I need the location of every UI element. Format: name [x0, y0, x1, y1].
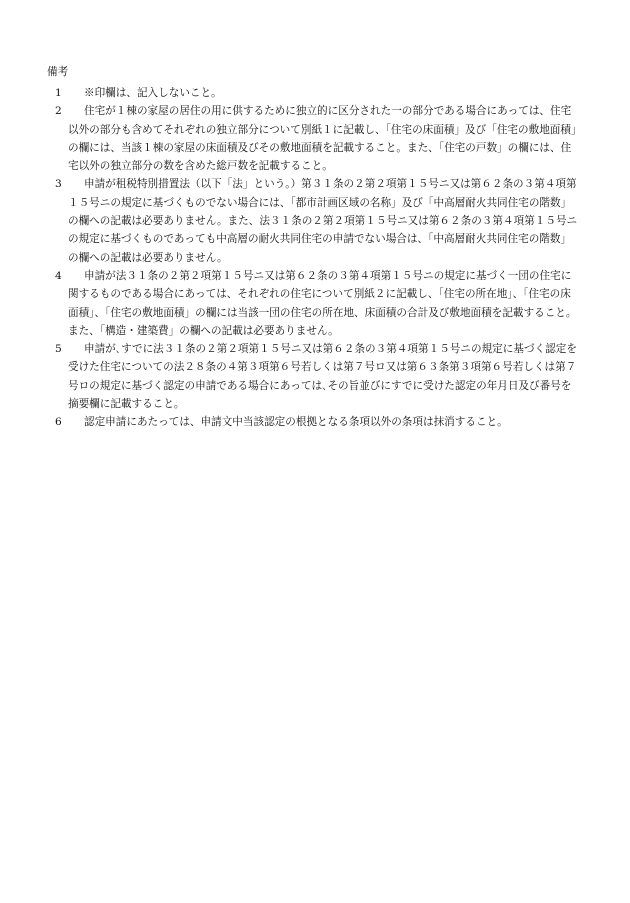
remark-number: 4 — [55, 269, 62, 282]
remark-item-2 — [55, 102, 581, 175]
remark-number: 2 — [55, 105, 62, 118]
remark-text: 申請が租税特別措置法（以下「法」という。）第３１条の２第２項第１５号ニ又は第６２条の３第４項第１５号ニの規定に基づくものでない場合には、「都市計画区域の名称」及び「中高層耐火共同住宅の階数」の欄への記載は必要ありません。また、法３１条の２第２項第１５号ニ又は第６２条の３第４項第１５号ニの規定に基づくものであっても中高層の耐火共同住宅の申請でない場合は、「中高層耐火共同住宅の階数」の欄への記載は必要ありません。 — [68, 178, 578, 264]
remark-number: 3 — [55, 178, 62, 191]
remark-item-4 — [55, 267, 581, 340]
remark-text: 申請が法３１条の２第２項第１５号ニ又は第６２条の３第４項第１５号ニの規定に基づく一団の住宅に関するものである場合にあっては、それぞれの住宅について別紙２に記載し、「住宅の所在地」、「住宅の床面積」、「住宅の敷地面積」の欄には当該一団の住宅の所在地、床面積の合計及び敷地面積を記載すること。また、「構造・建築費」の欄への記載は必要ありません。 — [68, 269, 577, 337]
remark-text: 認定申請にあたっては、申請文中当該認定の根拠となる条項以外の条項は抹消すること。 — [84, 416, 508, 429]
remark-item-3 — [55, 175, 581, 266]
remark-text: ※印欄は、記入しないこと。 — [84, 87, 222, 99]
remark-number: 6 — [55, 416, 62, 429]
remarks-heading: 備考 — [47, 66, 69, 78]
remark-text: 申請が､すでに法３１条の２第２項第１５号ニ又は第６２条の３第４項第１５号ニの規定に基づく認定を受けた住宅についての法２８条の４第３項第６号若しくは第７号ロ又は第６３条第３項第６号若しくは第７号ロの規定に基づく認定の申請である場合にあっては､その旨並びにすでに受けた認定の年月日及び番号を摘要欄に記載すること。 — [68, 343, 577, 411]
remark-number: 1 — [55, 87, 62, 99]
remark-text: 住宅が１棟の家屋の居住の用に供するために独立的に区分された一の部分である場合にあっては、住宅以外の部分も含めてそれぞれの独立部分について別紙１に記載し、「住宅の床面積」及び「住宅の敷地面積」の欄には、当該１棟の家屋の床面積及びその敷地面積を記載すること。また、「住宅の戸数」の欄には、住宅以外の独立部分の数を含めた総戸数を記載すること。 — [68, 105, 577, 173]
remark-item-6 — [55, 413, 581, 431]
remark-item-5 — [55, 340, 581, 413]
remark-number: 5 — [55, 343, 62, 356]
remark-item-1 — [55, 84, 581, 102]
remarks-list — [0, 84, 630, 432]
